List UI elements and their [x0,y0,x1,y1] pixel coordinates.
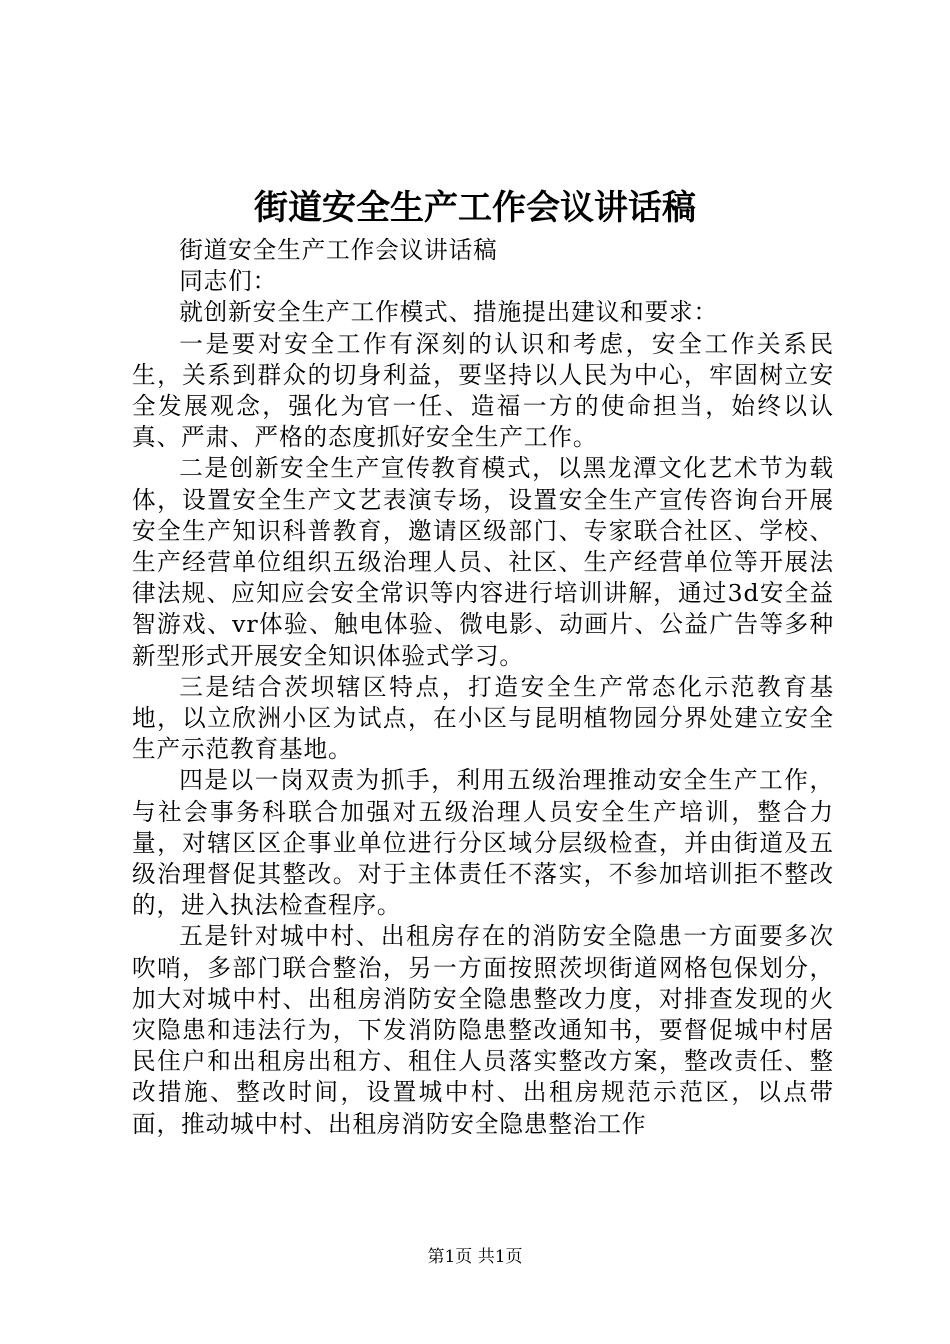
document-title: 街道安全生产工作会议讲话稿 [254,188,696,228]
paragraph-point-five: 五是针对城中村、出租房存在的消防安全隐患一方面要多次吹哨，多部门联合整治，另一方面按照茨坝街道网格包保划分，加大对城中村、出租房消防安全隐患整改力度，对排查发现的火灾隐患和违法行为，下发消防隐患整改通知书，要督促城中村居民住户和出租房出租方、租住人员落实整改方案，整改责任、整改措施、整改时间，设置城中村、出租房规范示范区，以点带面，推动城中村、出租房消防安全隐患整治工作 [132,922,834,1138]
paragraph-salutation: 同志们： [179,267,278,296]
document-body [132,235,834,1140]
paragraph-point-one: 一是要对安全工作有深刻的认识和考虑，安全工作关系民生，关系到群众的切身利益，要坚持以人民为中心，牢固树立安全发展观念，强化为官一任、造福一方的使命担当，始终以认真、严肃、严格的态度抓好安全生产工作。 [132,329,834,452]
page-number-footer: 第1页 共1页 [427,1247,523,1267]
paragraph-point-two: 二是创新安全生产宣传教育模式，以黑龙潭文化艺术节为载体，设置安全生产文艺表演专场，设置安全生产宣传咨询台开展安全生产知识科普教育，邀请区级部门、专家联合社区、学校、生产经营单位组织五级治理人员、社区、生产经营单位等开展法律法规、应知应会安全常识等内容进行培训讲解，通过3d安全益智游戏、vr体验、触电体验、微电影、动画片、公益广告等多种新型形式开展安全知识体验式学习。 [132,454,834,670]
paragraph-subtitle: 街道安全生产工作会议讲话稿 [179,236,498,264]
paragraph-point-three: 三是结合茨坝辖区特点，打造安全生产常态化示范教育基地，以立欣洲小区为试点，在小区与昆明植物园分界处建立安全生产示范教育基地。 [132,672,834,764]
paragraph-intro: 就创新安全生产工作模式、措施提出建议和要求： [179,298,719,327]
paragraph-point-four: 四是以一岗双责为抓手，利用五级治理推动安全生产工作，与社会事务科联合加强对五级治理人员安全生产培训，整合力量，对辖区区企事业单位进行分区域分层级检查，并由街道及五级治理督促其整改。对于主体责任不落实，不参加培训拒不整改的，进入执法检查程序。 [132,766,834,920]
